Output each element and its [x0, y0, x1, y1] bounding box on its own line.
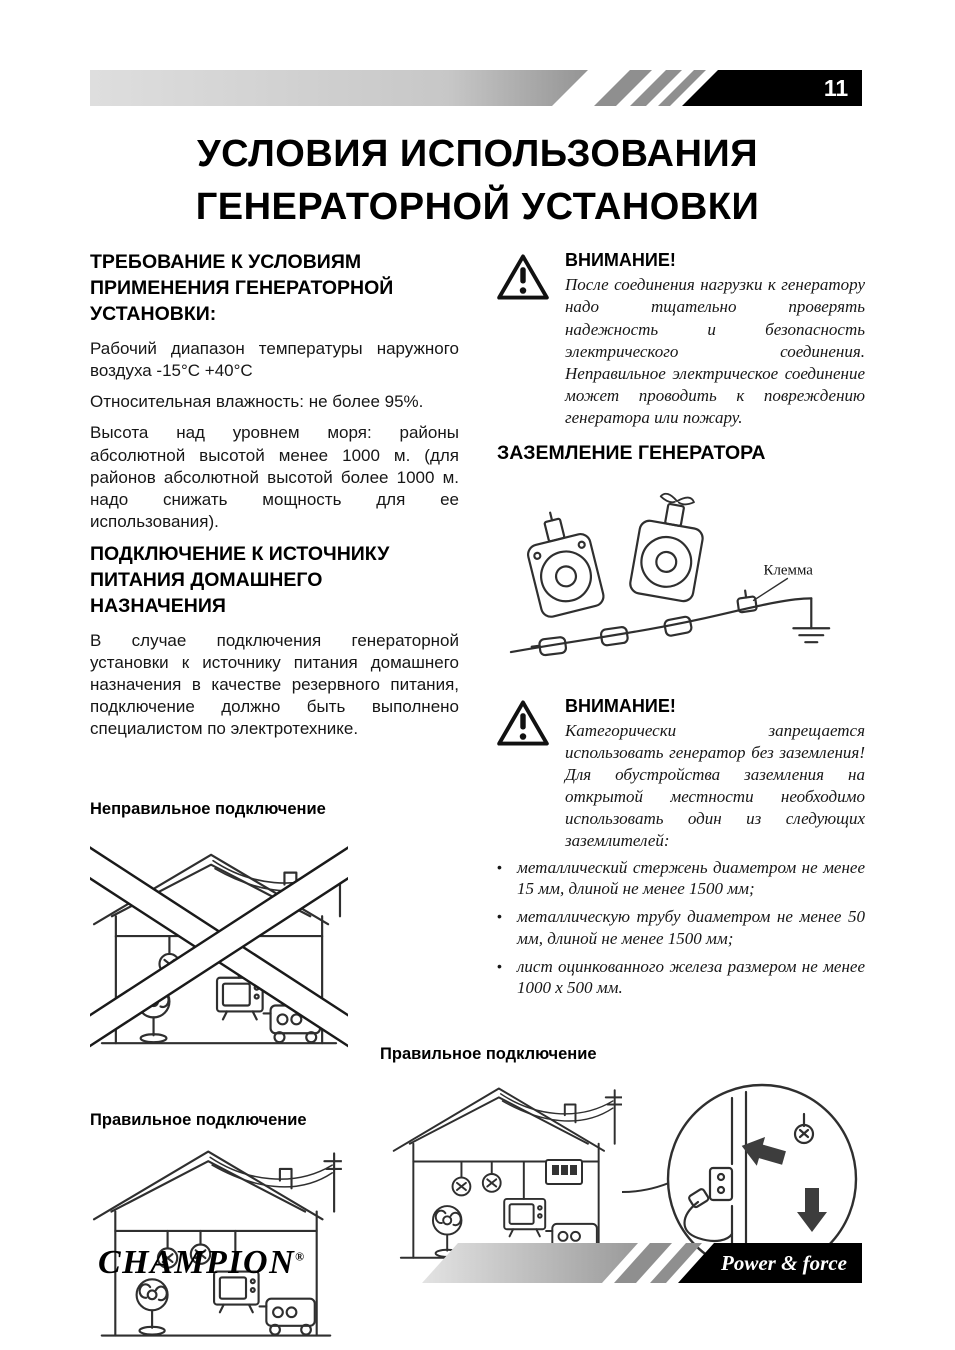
- footer-tagline: Power & force: [721, 1251, 847, 1275]
- grounding-figure: [497, 477, 863, 684]
- list-item: [497, 906, 865, 950]
- brand-logo: [98, 1244, 304, 1282]
- page-content: [90, 128, 865, 1350]
- warning-label: ВНИМАНИЕ!: [565, 250, 676, 271]
- warning-text: После соединения нагрузки к генератору надо тщательно проверять надежность и безопасность электрического соединения. Неправильное электрическое соединение может проводить к повреждению генератора или пожару.: [565, 275, 865, 427]
- warning-block-1: [497, 250, 865, 429]
- warning-icon: [497, 696, 551, 853]
- column-right: [380, 250, 865, 1287]
- registered-mark-icon: ®: [295, 1249, 305, 1264]
- bullet-marker: •: [497, 908, 502, 925]
- requirements-heading: ТРЕБОВАНИЕ К УСЛОВИЯМ ПРИМЕНЕНИЯ ГЕНЕРАТОРНОЙ УСТАНОВКИ:: [90, 251, 394, 326]
- connection-paragraph: В случае подключения генераторной установки к источнику питания домашнего назначения в качестве резервного питания, подключение должно быть выполнено специалистом по электротехнике.: [90, 630, 459, 739]
- bullet-text: лист оцинкованного железа размером не менее 1000 х 500 мм.: [517, 956, 865, 998]
- incorrect-connection-figure: [90, 827, 348, 1065]
- title-line-2: ГЕНЕРАТОРНОЙ УСТАНОВКИ: [195, 186, 760, 229]
- warning-label: ВНИМАНИЕ!: [565, 695, 676, 716]
- grounding-bullet-list: [497, 857, 865, 1000]
- bullet-text: металлическую трубу диаметром не менее 50 мм, длиной не менее 1500 мм;: [517, 907, 865, 948]
- connection-heading: ПОДКЛЮЧЕНИЕ К ИСТОЧНИКУ ПИТАНИЯ ДОМАШНЕГО НАЗНАЧЕНИЯ: [90, 542, 390, 617]
- page-title: [90, 128, 865, 234]
- requirements-paragraph-1: Рабочий диапазон температуры наружного воздуха -15°C +40°C: [90, 339, 459, 381]
- header-bar: [90, 70, 862, 106]
- bullet-text: металлический стержень диаметром не менее 15 мм, длиной не менее 1500 мм;: [517, 857, 865, 899]
- correct-connection-caption-right: Правильное подключение: [380, 1045, 597, 1064]
- warning-text: Категорически запрещается использовать генератор без заземления! Для обустройства заземления на открытой местности необходимо использовать один из следующих заземлителей:: [565, 720, 865, 851]
- incorrect-connection-caption: Неправильное подключение: [90, 800, 326, 819]
- grounding-heading: ЗАЗЕМЛЕНИЕ ГЕНЕРАТОРА: [497, 442, 766, 465]
- title-line-1: УСЛОВИЯ ИСПОЛЬЗОВАНИЯ: [196, 133, 759, 175]
- requirements-paragraph-3: Высота над уровнем моря: районы абсолютной высотой менее 1000 м. (для районов абсолютной высотой более 1000 м. надо снижать мощность для ее использования).: [90, 423, 459, 531]
- terminal-label: Клемма: [763, 562, 813, 579]
- page-number: 11: [823, 75, 849, 101]
- brand-name: CHAMPION: [98, 1244, 296, 1281]
- requirements-paragraph-2: Относительная влажность: не более 95%.: [90, 392, 424, 412]
- bullet-marker: •: [497, 957, 502, 974]
- footer: [90, 1240, 862, 1288]
- list-item: [497, 956, 865, 1000]
- list-item: [497, 857, 865, 901]
- bullet-marker: •: [497, 858, 502, 875]
- header-stripes: [90, 70, 862, 106]
- warning-icon: [497, 250, 551, 429]
- warning-block-2: [497, 696, 865, 853]
- correct-connection-caption-left: Правильное подключение: [90, 1111, 307, 1130]
